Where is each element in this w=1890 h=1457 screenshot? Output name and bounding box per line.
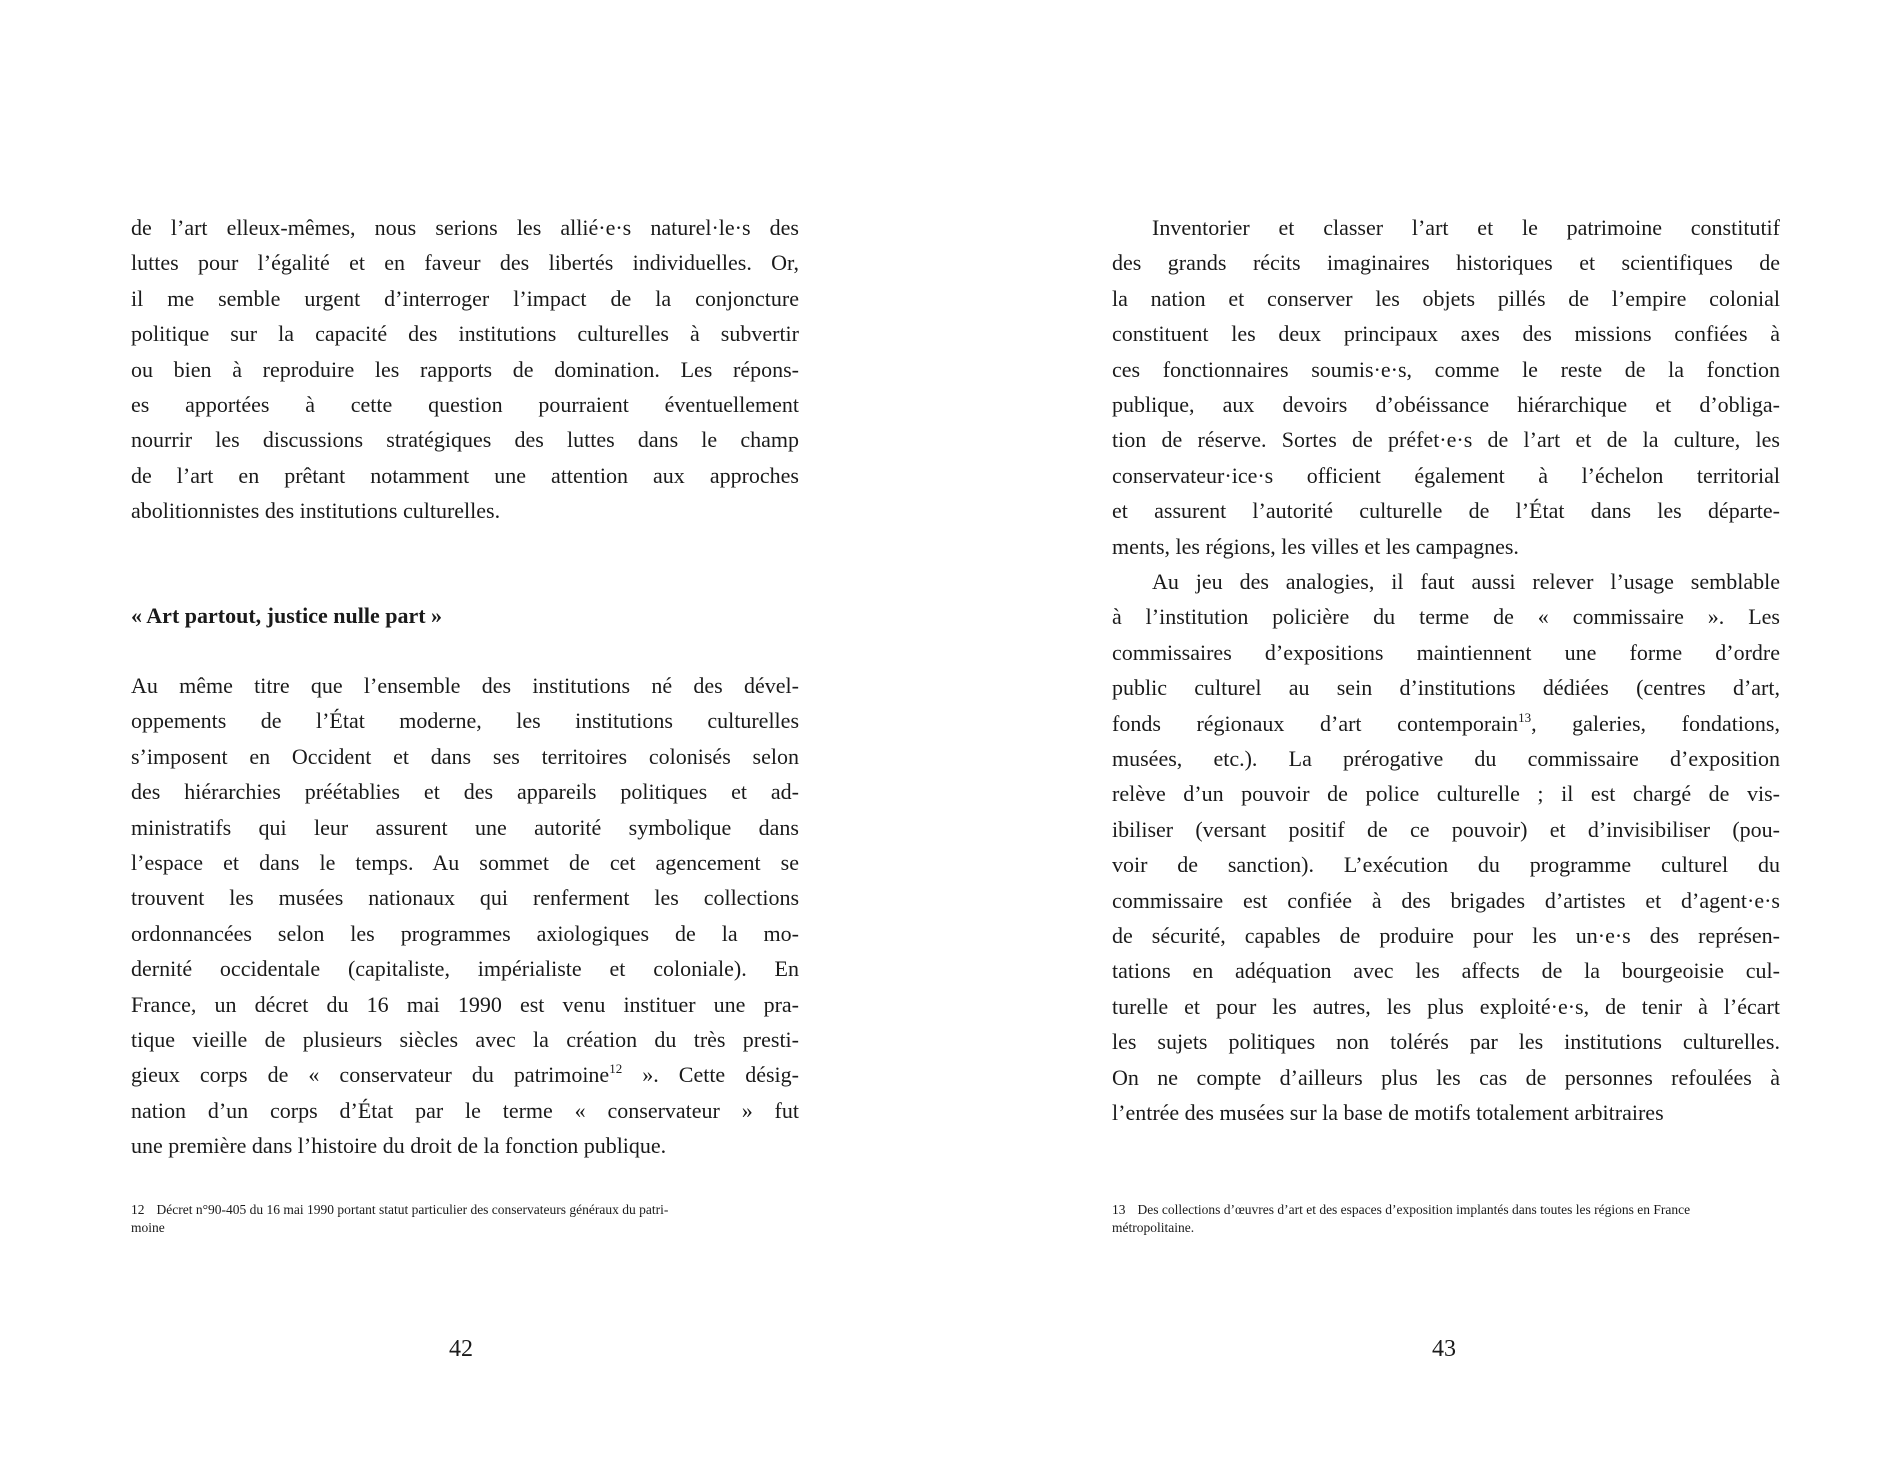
text-line: oppements de l’État moderne, les institutions culturelles: [131, 708, 799, 734]
footnote-reference[interactable]: 12: [609, 1061, 623, 1077]
text-line: ces fonctionnaires soumis·e·s, comme le reste de la fonction: [1112, 356, 1780, 382]
footnote: [1112, 1201, 1780, 1237]
page-number: 42: [449, 1336, 473, 1362]
text-line: Au même titre que l’ensemble des institutions né des dével-: [131, 673, 799, 698]
text-line: constituent les deux principaux axes des missions confiées à: [1112, 321, 1780, 347]
text-line: des grands récits imaginaires historiques et scientifiques de: [1112, 250, 1780, 276]
text-line: dernité occidentale (capitaliste, impérialiste et coloniale). En: [131, 956, 799, 982]
text-line: ordonnancées selon les programmes axiologiques de la mo-: [131, 920, 799, 946]
text-line: [131, 1060, 799, 1090]
text-line: l’espace et dans le temps. Au sommet de cet agencement se: [131, 850, 799, 875]
text-line: l’entrée des musées sur la base de motifs totalement arbitraires: [1112, 1100, 1664, 1125]
text-line: luttes pour l’égalité et en faveur des libertés individuelles. Or,: [131, 250, 799, 276]
text-line: trouvent les musées nationaux qui renferment les collections: [131, 885, 799, 911]
text-line: abolitionnistes des institutions culturelles.: [131, 498, 501, 524]
text-line: ministratifs qui leur assurent une autorité symbolique dans: [131, 814, 799, 840]
text-line: commissaire est confiée à des brigades d’artistes et d’agent·e·s: [1112, 887, 1780, 913]
text-segment: , galeries, fondations,: [1531, 710, 1780, 736]
text-line: relève d’un pouvoir de police culturelle ; il est chargé de vis-: [1112, 781, 1780, 807]
text-line: politique sur la capacité des institutions culturelles à subvertir: [131, 321, 799, 347]
text-line: ou bien à reproduire les rapports de domination. Les répons-: [131, 356, 799, 382]
text-line: nourrir les discussions stratégiques des luttes dans le champ: [131, 427, 799, 453]
text-segment: fonds régionaux d’art contemporain: [1112, 710, 1519, 736]
text-line: [1112, 709, 1780, 739]
text-line: de l’art en prêtant notamment une attention aux approches: [131, 462, 799, 488]
text-line: tique vieille de plusieurs siècles avec la création du très presti-: [131, 1027, 799, 1052]
text-line: une première dans l’histoire du droit de la fonction publique.: [131, 1133, 667, 1159]
text-line: publique, aux devoirs d’obéissance hiérarchique et d’obliga-: [1112, 392, 1780, 417]
footnote-number: 13: [1112, 1202, 1126, 1217]
section-heading: « Art partout, justice nulle part »: [131, 603, 443, 628]
text-line: voir de sanction). L’exécution du programme culturel du: [1112, 852, 1780, 878]
text-line: les sujets politiques non tolérés par les institutions culturelles.: [1112, 1029, 1780, 1055]
footnote-text-continued: métropolitaine.: [1112, 1220, 1195, 1235]
text-line: Inventorier et classer l’art et le patrimoine constitutif: [1152, 215, 1780, 240]
text-line: public culturel au sein d’institutions dédiées (centres d’art,: [1112, 675, 1780, 701]
text-line: ibiliser (versant positif de ce pouvoir) et d’invisibiliser (pou-: [1112, 816, 1780, 842]
footnote-reference[interactable]: 13: [1518, 709, 1532, 725]
text-segment: gieux corps de « conservateur du patrimoine: [131, 1062, 610, 1088]
footnote-text-continued: moine: [131, 1220, 165, 1235]
footnote-text: Des collections d’œuvres d’art et des espaces d’exposition implantés dans toutes les régions en France: [1137, 1202, 1691, 1217]
footnote: [131, 1201, 799, 1237]
text-line: de sécurité, capables de produire pour les un·e·s des représen-: [1112, 923, 1780, 948]
text-line: es apportées à cette question pourraient éventuellement: [131, 392, 799, 417]
text-line: s’imposent en Occident et dans ses territoires colonisés selon: [131, 743, 799, 769]
footnote-text: Décret n°90-405 du 16 mai 1990 portant statut particulier des conservateurs généraux du patri-: [156, 1202, 669, 1217]
text-line: nation d’un corps d’État par le terme « conservateur » fut: [131, 1097, 799, 1123]
text-line: musées, etc.). La prérogative du commissaire d’exposition: [1112, 746, 1780, 771]
text-line: On ne compte d’ailleurs plus les cas de personnes refoulées à: [1112, 1064, 1780, 1090]
text-line: la nation et conserver les objets pillés de l’empire colonial: [1112, 285, 1780, 311]
text-line: tations en adéquation avec les affects de la bourgeoisie cul-: [1112, 958, 1780, 984]
text-line: France, un décret du 16 mai 1990 est venu instituer une pra-: [131, 991, 799, 1017]
footnote-number: 12: [131, 1202, 145, 1217]
page-number: 43: [1432, 1336, 1456, 1362]
text-line: ments, les régions, les villes et les campagnes.: [1112, 533, 1519, 559]
text-line: Au jeu des analogies, il faut aussi relever l’usage semblable: [1152, 569, 1780, 594]
text-line: de l’art elleux-mêmes, nous serions les allié·e·s naturel·le·s des: [131, 215, 799, 240]
text-line: il me semble urgent d’interroger l’impact de la conjoncture: [131, 285, 799, 311]
text-line: à l’institution policière du terme de « commissaire ». Les: [1112, 604, 1780, 630]
text-line: des hiérarchies préétablies et des appareils politiques et ad-: [131, 779, 799, 805]
text-segment: ». Cette désig-: [622, 1062, 799, 1088]
text-line: commissaires d’expositions maintiennent une forme d’ordre: [1112, 639, 1780, 665]
text-line: conservateur·ice·s officient également à l’échelon territorial: [1112, 462, 1780, 488]
text-line: tion de réserve. Sortes de préfet·e·s de l’art et de la culture, les: [1112, 427, 1780, 453]
text-line: et assurent l’autorité culturelle de l’État dans les départe-: [1112, 498, 1780, 524]
text-line: turelle et pour les autres, les plus exploité·e·s, de tenir à l’écart: [1112, 993, 1780, 1019]
